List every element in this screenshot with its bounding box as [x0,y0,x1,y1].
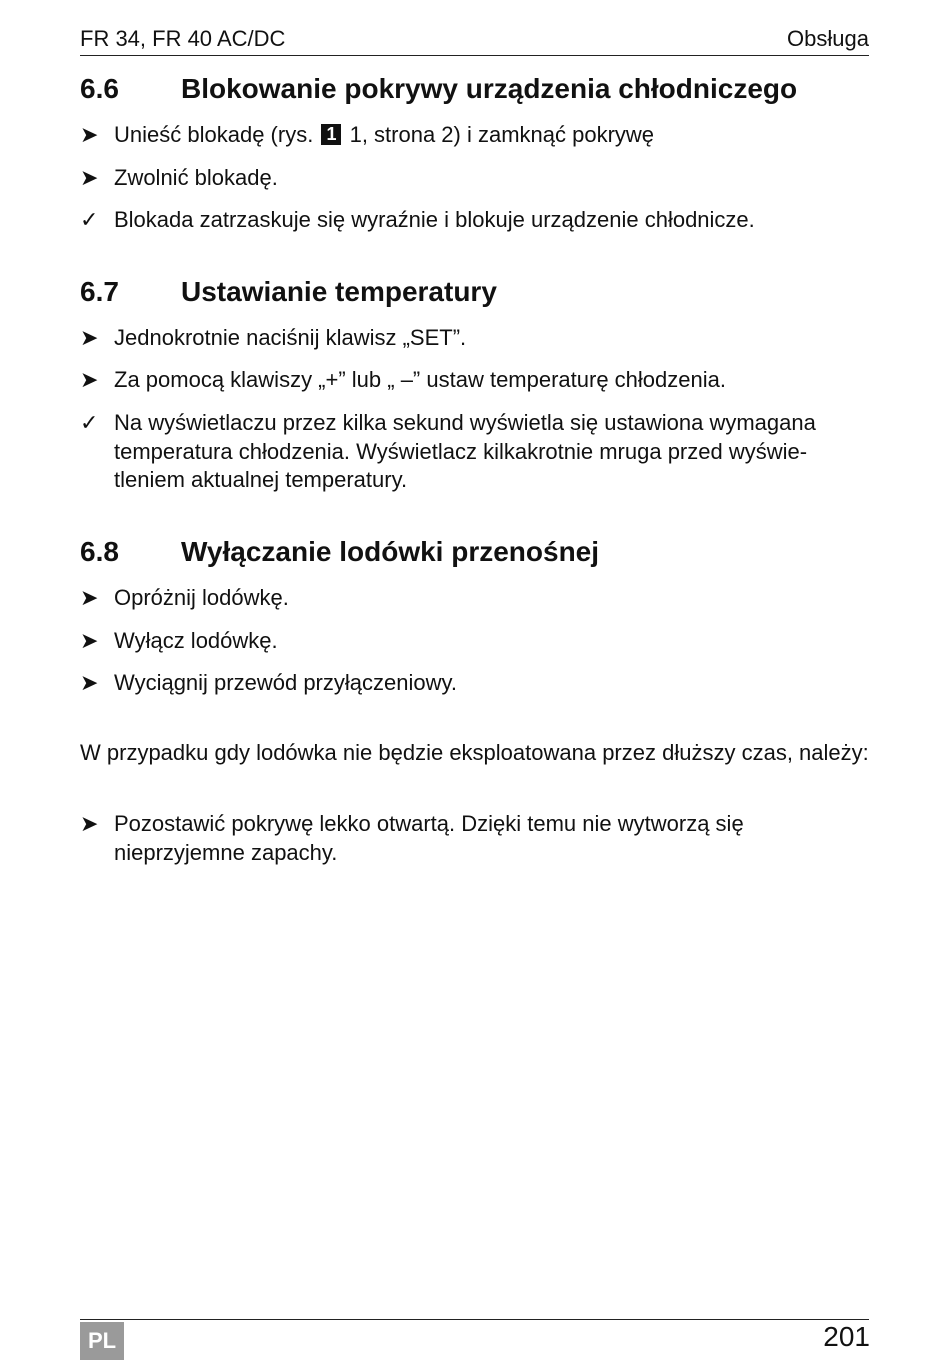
checkmark-icon: ✓ [80,410,99,435]
checkmark-icon: ✓ [80,207,99,232]
section-heading-6-7 [80,275,497,309]
item-text: Za pomocą klawiszy „+” lub „ –” ustaw temperaturę chłodzenia. [114,367,726,392]
list-item [80,366,870,395]
arrow-bullet-icon: ➤ [80,628,99,653]
list-item [80,627,870,656]
section-title: Blokowanie pokrywy urządzenia chłodniczego [181,73,798,104]
item-text: Zwolnić blokadę. [114,165,278,190]
header-model: FR 34, FR 40 AC/DC [80,26,286,51]
list-item [80,584,870,613]
list-item [80,206,870,235]
item-text: Jednokrotnie naciśnij klawisz „SET”. [114,325,467,350]
item-text: Unieść blokadę (rys. [114,122,314,147]
page-number: 201 [823,1321,870,1352]
list-item [80,810,870,867]
figure-reference-badge: 1 [321,124,341,145]
page-header [80,24,869,56]
arrow-bullet-icon: ➤ [80,367,99,392]
section-heading-6-6 [80,72,797,106]
list-item [80,324,870,353]
arrow-bullet-icon: ➤ [80,165,99,190]
section-title: Ustawianie temperatury [181,276,497,307]
arrow-bullet-icon: ➤ [80,325,99,350]
note-paragraph: W przypadku gdy lodówka nie będzie eksploatowana przez dłuższy czas, należy: [80,740,869,765]
section-number: 6.6 [80,73,119,104]
section-number: 6.8 [80,536,119,567]
arrow-bullet-icon: ➤ [80,811,99,836]
list-item [80,121,870,150]
list-item [80,669,870,698]
item-text: 1, strona 2) i zamknąć pokrywę [349,122,655,147]
item-text: Opróżnij lodówkę. [114,585,289,610]
arrow-bullet-icon: ➤ [80,122,99,147]
section-heading-6-8 [80,535,599,569]
item-text: Wyciągnij przewód przyłączeniowy. [114,670,457,695]
footer-divider [80,1319,869,1320]
item-text: Blokada zatrzaskuje się wyraźnie i blokuje urządzenie chłodnicze. [114,207,755,232]
item-text: Pozostawić pokrywę lekko otwartą. Dzięki temu nie wytworzą się nieprzyjemne zapachy. [114,811,744,865]
arrow-bullet-icon: ➤ [80,585,99,610]
arrow-bullet-icon: ➤ [80,670,99,695]
list-item [80,164,870,193]
item-text: Wyłącz lodówkę. [114,628,278,653]
item-text: Na wyświetlaczu przez kilka sekund wyświetla się ustawiona wymagana temperatura chłodzenia. Wyświetlacz kilkakrotnie mruga przed wyświe-tleniem aktualnej temperatury. [114,410,816,492]
section-title: Wyłączanie lodówki przenośnej [181,536,600,567]
list-item [80,409,870,495]
language-badge: PL [80,1322,124,1360]
section-number: 6.7 [80,276,119,307]
header-chapter: Obsługa [787,26,869,51]
